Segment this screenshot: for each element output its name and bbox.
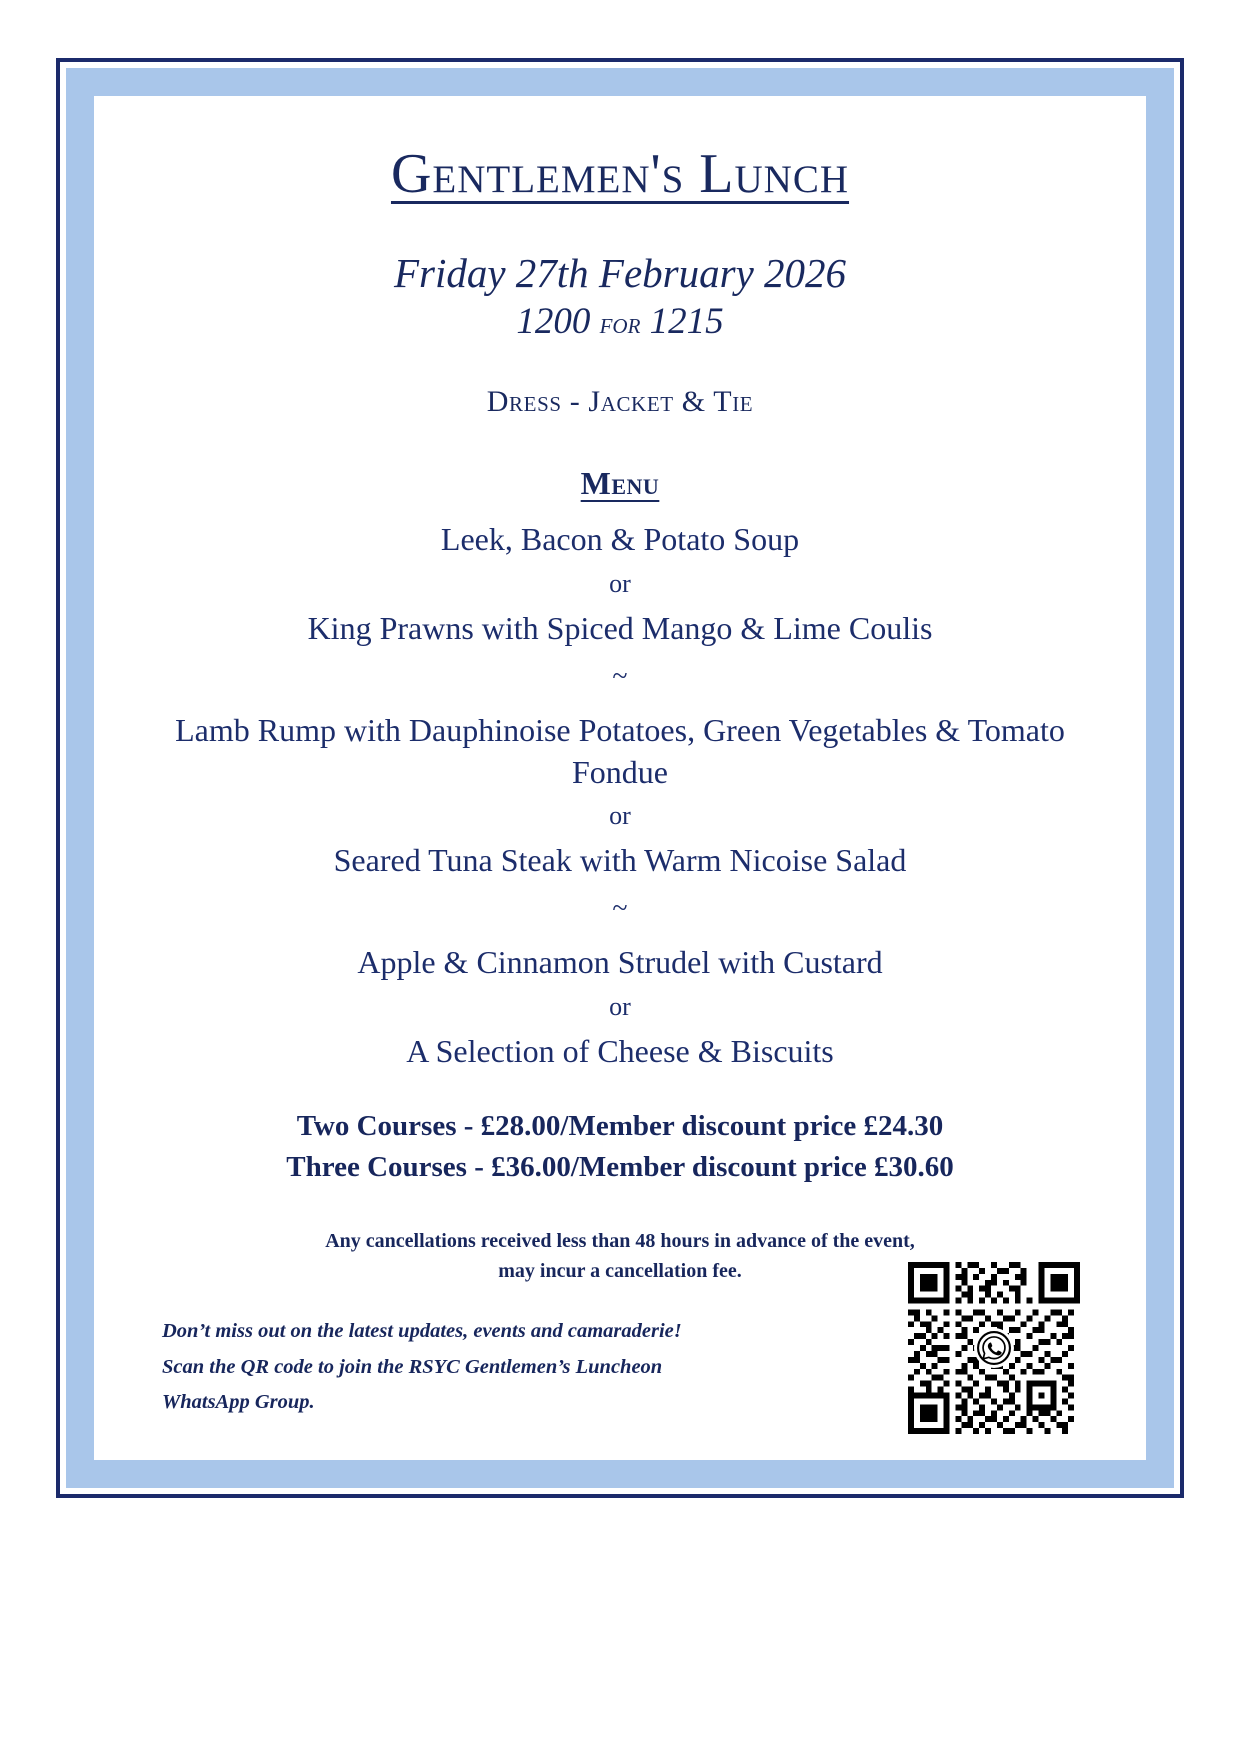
whatsapp-qr-code[interactable] <box>908 1262 1080 1434</box>
menu-item: A Selection of Cheese & Biscuits <box>406 1032 834 1069</box>
section-divider: ~ <box>612 893 628 925</box>
menu-item: King Prawns with Spiced Mango & Lime Coulis <box>307 609 933 646</box>
menu-heading: Menu <box>580 465 660 502</box>
promo-line-1: Don’t miss out on the latest updates, events and camaraderie! <box>162 1320 682 1343</box>
event-time <box>146 301 1094 344</box>
poster-sheet <box>94 96 1146 1460</box>
promo-line-2: Scan the QR code to join the RSYC Gentlemen’s Luncheon <box>162 1355 663 1378</box>
promo-line-3: WhatsApp Group. <box>162 1390 315 1413</box>
menu-separator-or: or <box>609 568 631 598</box>
menu-course-starters <box>146 518 1094 648</box>
event-time-end: 1215 <box>649 300 724 342</box>
whatsapp-icon <box>974 1328 1014 1368</box>
menu-course-mains <box>146 709 1094 882</box>
menu-separator-or: or <box>609 991 631 1021</box>
menu-course-desserts <box>146 941 1094 1071</box>
poster-footer <box>146 1262 1106 1434</box>
menu-item: Seared Tuna Steak with Warm Nicoise Salad <box>333 842 907 879</box>
menu-item: Leek, Bacon & Potato Soup <box>440 521 800 558</box>
cancellation-line-2: may incur a cancellation fee. <box>498 1260 742 1283</box>
menu-item: Lamb Rump with Dauphinoise Potatoes, Green Vegetables & Tomato Fondue <box>175 711 1065 790</box>
menu-item: Apple & Cinnamon Strudel with Custard <box>357 944 883 981</box>
poster-frame <box>56 58 1184 1498</box>
poster-inner-border <box>66 68 1174 1488</box>
event-date: Friday 27th February 2026 <box>393 249 847 296</box>
dress-code: Dress - Jacket & Tie <box>486 385 754 419</box>
event-time-start: 1200 <box>516 300 591 342</box>
pricing-block <box>146 1106 1094 1188</box>
cancellation-line-1: Any cancellations received less than 48 hours in advance of the event, <box>325 1230 915 1253</box>
promo-text <box>146 1314 682 1434</box>
event-time-for: for <box>599 306 641 340</box>
menu-separator-or: or <box>609 801 631 831</box>
section-divider: ~ <box>612 660 628 692</box>
price-three-courses: Three Courses - £36.00/Member discount price £30.60 <box>286 1151 954 1184</box>
price-two-courses: Two Courses - £28.00/Member discount price £24.30 <box>296 1109 944 1142</box>
page-title: Gentlemen's Lunch <box>390 143 850 205</box>
